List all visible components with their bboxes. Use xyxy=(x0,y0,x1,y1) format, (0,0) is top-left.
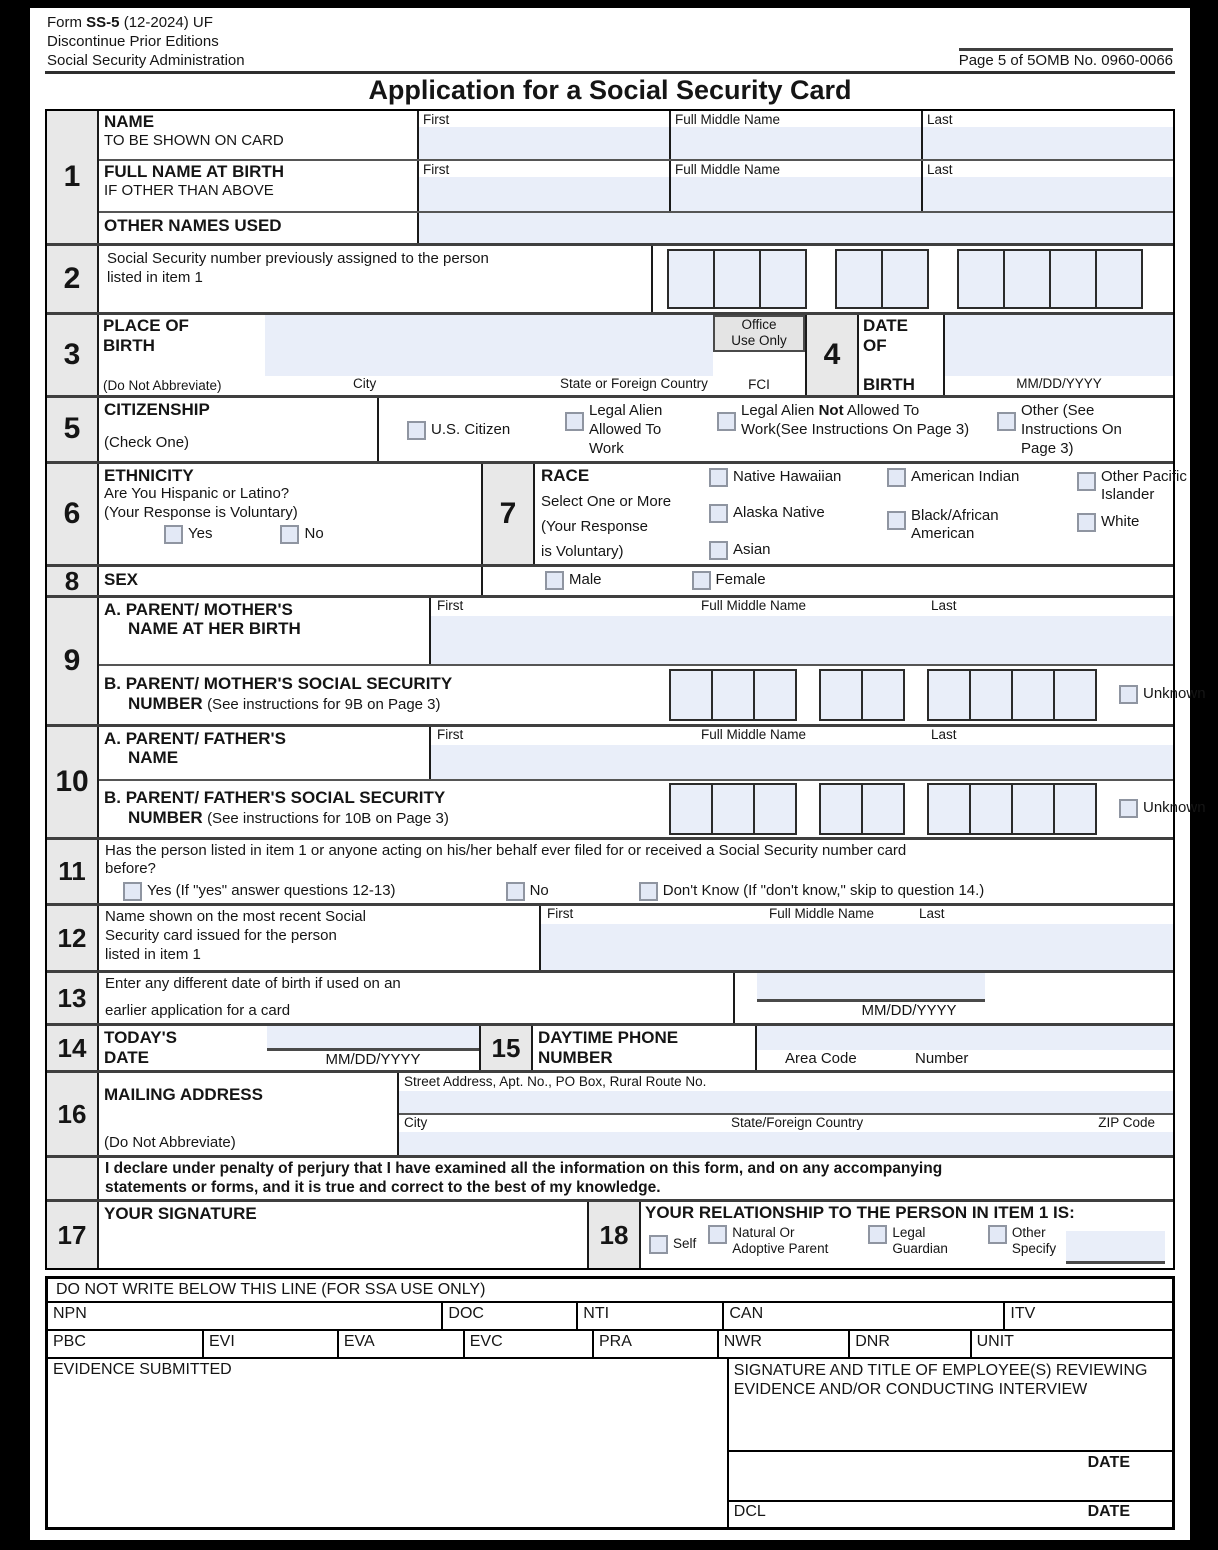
dob-field[interactable] xyxy=(945,315,1173,376)
father-name-field[interactable] xyxy=(431,745,1173,779)
declaration-line-2: statements or forms, and it is true and correct to the best of my knowledge. xyxy=(105,1178,661,1196)
father-ssn-label-1: B. PARENT/ FATHER'S SOCIAL SECURITY xyxy=(104,788,446,808)
mailing-state-label: State/Foreign Country xyxy=(731,1115,864,1130)
rel-self-label: Self xyxy=(673,1236,697,1252)
rel-other-label: Other Specify xyxy=(1011,1224,1057,1256)
employee-date-label: DATE xyxy=(1087,1454,1130,1472)
declaration-line-1: I declare under penalty of perjury that I have examined all the information on this form, and on any accompanying xyxy=(105,1160,943,1177)
ssn-digit-box[interactable] xyxy=(759,251,805,307)
form-page xyxy=(30,8,1206,1540)
citizenship-other-label: Other (See Instructions On Page 3) xyxy=(1021,402,1122,457)
item-17-18 xyxy=(47,1199,1173,1268)
nti-cell[interactable]: NTI xyxy=(576,1303,722,1329)
filed-no-label: No xyxy=(529,882,549,900)
discontinue-note: Discontinue Prior Editions xyxy=(47,32,219,50)
name-label: NAME xyxy=(104,112,155,132)
npn-cell[interactable]: NPN xyxy=(53,1305,87,1323)
dcl-date-label: DATE xyxy=(1087,1503,1130,1521)
ssn-digit-box[interactable] xyxy=(671,671,711,719)
legal-alien-allowed-checkbox[interactable] xyxy=(565,412,584,431)
mother-name-label-1: A. PARENT/ MOTHER'S xyxy=(104,599,293,619)
ethnicity-question: Are You Hispanic or Latino? xyxy=(104,485,290,503)
place-note: (Do Not Abbreviate) xyxy=(103,378,222,394)
agency-name: Social Security Administration xyxy=(47,51,245,69)
mother-name-field[interactable] xyxy=(431,616,1173,664)
mailing-city-label: City xyxy=(404,1115,428,1130)
ssa-use-block xyxy=(45,1276,1175,1530)
item-2-number: 2 xyxy=(47,246,99,312)
item-16 xyxy=(47,1070,1173,1155)
state-country-label: State or Foreign Country xyxy=(560,376,708,392)
ethnicity-no-checkbox[interactable] xyxy=(280,525,299,544)
rel-self-checkbox[interactable] xyxy=(649,1235,668,1254)
different-dob-field[interactable] xyxy=(757,973,985,1002)
ssn-digit-box[interactable] xyxy=(959,251,1003,307)
item-18-number: 18 xyxy=(587,1202,641,1268)
office-use-box xyxy=(713,315,805,351)
city-label: City xyxy=(353,376,377,392)
race-black-label: Black/African American xyxy=(911,506,999,543)
item-16-number: 16 xyxy=(47,1073,99,1155)
name-last-field[interactable] xyxy=(923,127,1173,159)
nwr-cell[interactable]: NWR xyxy=(717,1331,849,1357)
item-12 xyxy=(47,903,1173,970)
birth-name-last-field[interactable] xyxy=(923,177,1173,211)
mother-ssn-note: (See instructions for 9B on Page 3) xyxy=(207,695,441,713)
dob-label-3: BIRTH xyxy=(863,374,915,394)
item-1-number: 1 xyxy=(47,111,99,243)
filed-before-question-2: before? xyxy=(105,860,156,878)
ssn-digit-box[interactable] xyxy=(929,785,969,833)
ssn-digit-box[interactable] xyxy=(1095,251,1141,307)
dcl-label: DCL xyxy=(733,1503,766,1521)
filed-no-checkbox[interactable] xyxy=(506,882,525,901)
form-body xyxy=(45,109,1206,1270)
first-name-label: First xyxy=(423,112,450,128)
form-number-suffix: (12-2024) UF xyxy=(119,14,213,31)
mother-middle-label: Full Middle Name xyxy=(701,597,807,613)
name-sublabel: TO BE SHOWN ON CARD xyxy=(104,131,284,149)
father-ssn-group-3[interactable] xyxy=(669,783,797,835)
recent-card-name-field[interactable] xyxy=(541,924,1173,970)
other-names-label: OTHER NAMES USED xyxy=(104,216,282,236)
filed-dont-know-label: Don't Know (If "don't know," skip to question 14.) xyxy=(662,882,985,900)
ssn-digit-box[interactable] xyxy=(929,671,969,719)
signature-area[interactable] xyxy=(99,1202,587,1268)
omb-number: OMB No. 0960-0066 xyxy=(1035,51,1173,69)
rel-natural-label: Natural Or Adoptive Parent xyxy=(732,1224,829,1256)
race-sub3: is Voluntary) xyxy=(541,542,624,560)
pbc-cell[interactable]: PBC xyxy=(53,1333,86,1351)
place-of-birth-field[interactable] xyxy=(265,315,713,376)
race-sub1: Select One or More xyxy=(541,493,672,511)
race-pacific-islander-checkbox[interactable] xyxy=(1077,472,1096,491)
race-white-checkbox[interactable] xyxy=(1077,513,1096,532)
street-address-field[interactable] xyxy=(399,1091,1173,1113)
dob-label-2: OF xyxy=(863,335,887,355)
birth-last-label: Last xyxy=(927,162,953,178)
ssa-row-2 xyxy=(48,1331,1172,1359)
father-ssn-unknown-label: Unknown xyxy=(1143,799,1206,817)
ssa-row-1 xyxy=(48,1303,1172,1331)
mother-ssn-group-2[interactable] xyxy=(819,669,905,721)
ethnicity-voluntary: (Your Response is Voluntary) xyxy=(104,503,298,521)
ssn-digit-box[interactable] xyxy=(861,785,903,833)
father-ssn-note: (See instructions for 10B on Page 3) xyxy=(207,809,449,827)
mailing-zip-label: ZIP Code xyxy=(1098,1115,1155,1130)
item-13 xyxy=(47,970,1173,1023)
prev-ssn-label-line2: listed in item 1 xyxy=(107,269,203,286)
legal-alien-allowed-label: Legal Alien Allowed To Work xyxy=(589,402,663,457)
ssn-digit-box[interactable] xyxy=(669,251,713,307)
recent-first-label: First xyxy=(547,906,574,921)
filed-before-question-1: Has the person listed in item 1 or anyone acting on his/her behalf ever filed for or received a Social Security number card xyxy=(105,841,907,859)
ssn-digit-box[interactable] xyxy=(713,251,759,307)
form-header xyxy=(45,12,1175,74)
place-of-birth-label-1: PLACE OF xyxy=(103,316,189,336)
sex-male-checkbox[interactable] xyxy=(545,571,564,590)
race-black-checkbox[interactable] xyxy=(887,511,906,530)
legal-alien-not-allowed-label: Legal Alien Not Allowed To Work(See Instructions On Page 3) xyxy=(741,402,970,438)
todays-date-label-2: DATE xyxy=(104,1047,150,1067)
ssn-digit-box[interactable] xyxy=(969,785,1011,833)
item-12-number: 12 xyxy=(47,906,99,970)
mother-ssn-label-1: B. PARENT/ MOTHER'S SOCIAL SECURITY xyxy=(104,674,453,694)
item-5 xyxy=(47,395,1173,460)
mother-ssn-group-3[interactable] xyxy=(669,669,797,721)
different-dob-label-1: Enter any different date of birth if used on an xyxy=(105,975,401,992)
race-asian-checkbox[interactable] xyxy=(709,541,728,560)
race-alaska-native-checkbox[interactable] xyxy=(709,504,728,523)
different-dob-format: MM/DD/YYYY xyxy=(861,1002,957,1019)
filed-dont-know-checkbox[interactable] xyxy=(639,882,658,901)
mailing-note: (Do Not Abbreviate) xyxy=(104,1134,236,1152)
ethnicity-no-label: No xyxy=(304,524,324,542)
recent-middle-label: Full Middle Name xyxy=(769,906,875,921)
ethnicity-yes-checkbox[interactable] xyxy=(164,525,183,544)
item-5-number: 5 xyxy=(47,398,99,460)
dob-label-1: DATE xyxy=(863,316,909,336)
recent-last-label: Last xyxy=(919,906,945,921)
your-signature-label: YOUR SIGNATURE xyxy=(104,1204,257,1224)
father-last-label: Last xyxy=(931,726,957,742)
race-label: RACE xyxy=(541,465,590,485)
recent-card-name-label-1: Name shown on the most recent Social xyxy=(105,908,366,925)
declaration-row xyxy=(47,1155,1173,1199)
recent-card-name-label-2: Security card issued for the person xyxy=(105,926,337,944)
birth-name-first-field[interactable] xyxy=(419,177,669,211)
evidence-submitted-cell[interactable] xyxy=(48,1359,727,1527)
item-10 xyxy=(47,724,1206,837)
item-3-4 xyxy=(47,312,1173,395)
race-pacific-islander-label: Other Pacific Islander xyxy=(1101,467,1187,504)
rel-other-specify-field[interactable] xyxy=(1066,1231,1165,1264)
sex-male-label: Male xyxy=(569,571,602,589)
sex-label: SEX xyxy=(99,567,483,595)
ssn-digit-box[interactable] xyxy=(821,671,861,719)
phone-number-label: Number xyxy=(915,1050,969,1067)
item-1 xyxy=(47,111,1173,243)
filed-yes-label: Yes (If "yes" answer questions 12-13) xyxy=(147,882,396,900)
father-name-label-2: NAME xyxy=(128,748,179,768)
birth-name-label: FULL NAME AT BIRTH xyxy=(104,162,285,182)
rel-other-checkbox[interactable] xyxy=(988,1225,1007,1244)
unit-cell[interactable]: UNIT xyxy=(970,1331,1172,1357)
race-american-indian-label: American Indian xyxy=(911,467,1020,485)
ssn-digit-box[interactable] xyxy=(711,785,753,833)
citizenship-sublabel: (Check One) xyxy=(104,433,190,451)
birth-name-sublabel: IF OTHER THAN ABOVE xyxy=(104,181,274,199)
dob-format-label: MM/DD/YYYY xyxy=(1016,376,1102,392)
different-dob-label-2: earlier application for a card xyxy=(105,1001,291,1019)
rel-legal-label: Legal Guardian xyxy=(892,1224,948,1256)
rel-legal-checkbox[interactable] xyxy=(868,1225,887,1244)
ssn-digit-box[interactable] xyxy=(1053,785,1095,833)
dnr-cell[interactable]: DNR xyxy=(848,1331,969,1357)
page-omb-block xyxy=(959,48,1173,71)
item-13-number: 13 xyxy=(47,973,99,1023)
father-first-label: First xyxy=(437,726,464,742)
birth-middle-label: Full Middle Name xyxy=(675,162,781,178)
prev-ssn-group-2[interactable] xyxy=(835,249,929,309)
item-14-15 xyxy=(47,1023,1173,1070)
doc-cell[interactable]: DOC xyxy=(441,1303,576,1329)
item-11-number: 11 xyxy=(47,840,99,904)
race-white-label: White xyxy=(1101,513,1140,531)
todays-date-format: MM/DD/YYYY xyxy=(325,1051,421,1068)
father-ssn-group-4[interactable] xyxy=(927,783,1097,835)
item-11 xyxy=(47,837,1173,904)
mailing-city-state-zip-field[interactable] xyxy=(399,1132,1173,1155)
father-ssn-unknown-checkbox[interactable] xyxy=(1119,799,1138,818)
ssn-digit-box[interactable] xyxy=(881,251,927,307)
us-citizen-checkbox[interactable] xyxy=(407,421,426,440)
mother-name-label-2: NAME AT HER BIRTH xyxy=(128,619,301,639)
ssn-digit-box[interactable] xyxy=(969,671,1011,719)
citizenship-other-checkbox[interactable] xyxy=(997,412,1016,431)
father-ssn-label-2: NUMBER xyxy=(128,807,203,827)
father-ssn-group-2[interactable] xyxy=(819,783,905,835)
mother-ssn-label-2: NUMBER xyxy=(128,693,203,713)
ethnicity-yes-label: Yes xyxy=(188,524,213,542)
ssn-digit-box[interactable] xyxy=(753,785,795,833)
item-17-number: 17 xyxy=(47,1202,99,1268)
item-14-number: 14 xyxy=(47,1026,99,1070)
area-code-label: Area Code xyxy=(785,1050,857,1067)
prev-ssn-group-3[interactable] xyxy=(667,249,807,309)
ssn-digit-box[interactable] xyxy=(1011,671,1053,719)
recent-card-name-label-3: listed in item 1 xyxy=(105,945,201,963)
eva-cell[interactable]: EVA xyxy=(337,1331,463,1357)
ssn-digit-box[interactable] xyxy=(837,251,881,307)
prev-ssn-group-4[interactable] xyxy=(957,249,1143,309)
ssn-digit-box[interactable] xyxy=(1003,251,1049,307)
todays-date-field[interactable] xyxy=(267,1026,479,1051)
declaration-stub xyxy=(47,1158,99,1199)
mother-ssn-group-4[interactable] xyxy=(927,669,1097,721)
ssn-digit-box[interactable] xyxy=(711,671,753,719)
employee-signature-cell[interactable] xyxy=(729,1359,1172,1450)
legal-alien-not-allowed-checkbox[interactable] xyxy=(717,412,736,431)
birth-first-label: First xyxy=(423,162,450,178)
father-name-label-1: A. PARENT/ FATHER'S xyxy=(104,728,286,748)
itv-cell[interactable]: ITV xyxy=(1003,1303,1172,1329)
last-name-label: Last xyxy=(927,112,953,128)
evc-cell[interactable]: EVC xyxy=(463,1331,592,1357)
phone-label-2: NUMBER xyxy=(538,1047,613,1067)
rel-natural-checkbox[interactable] xyxy=(708,1225,727,1244)
item-6-number: 6 xyxy=(47,464,99,564)
office-use-line2: Use Only xyxy=(731,333,787,349)
name-middle-field[interactable] xyxy=(671,127,921,159)
prev-ssn-label-line1: Social Security number previously assigned to the person xyxy=(107,250,489,268)
employee-date-cell[interactable] xyxy=(729,1450,1172,1500)
mother-first-label: First xyxy=(437,597,464,613)
ethnicity-label: ETHNICITY xyxy=(104,465,194,485)
race-american-indian-checkbox[interactable] xyxy=(887,468,906,487)
mother-last-label: Last xyxy=(931,597,957,613)
citizenship-label: CITIZENSHIP xyxy=(104,400,210,420)
middle-name-label: Full Middle Name xyxy=(675,112,781,128)
ssn-digit-box[interactable] xyxy=(821,785,861,833)
item-2 xyxy=(47,243,1173,312)
ssn-digit-box[interactable] xyxy=(1049,251,1095,307)
can-cell[interactable]: CAN xyxy=(722,1303,1003,1329)
item-4-number: 4 xyxy=(805,315,859,395)
fci-label: FCI xyxy=(748,377,770,393)
phone-label-1: DAYTIME PHONE xyxy=(538,1028,679,1047)
item-6-7 xyxy=(47,461,1187,564)
employee-signature-label: SIGNATURE AND TITLE OF EMPLOYEE(S) REVIEWING EVIDENCE AND/OR CONDUCTING INTERVIEW xyxy=(733,1362,1148,1399)
page-number: Page 5 of 5 xyxy=(958,51,1036,69)
race-native-hawaiian-checkbox[interactable] xyxy=(709,468,728,487)
race-alaska-native-label: Alaska Native xyxy=(733,504,825,522)
filed-yes-checkbox[interactable] xyxy=(123,882,142,901)
mother-ssn-unknown-checkbox[interactable] xyxy=(1119,685,1138,704)
birth-name-middle-field[interactable] xyxy=(671,177,921,211)
item-8-number: 8 xyxy=(47,567,99,595)
item-10-number: 10 xyxy=(47,727,99,837)
place-of-birth-label-2: BIRTH xyxy=(103,335,155,355)
ssn-digit-box[interactable] xyxy=(753,671,795,719)
sex-female-checkbox[interactable] xyxy=(692,571,711,590)
form-number: SS-5 xyxy=(86,14,120,31)
other-names-field[interactable] xyxy=(417,213,1173,243)
phone-field[interactable] xyxy=(757,1026,1173,1050)
ssn-digit-box[interactable] xyxy=(1053,671,1095,719)
form-id-block xyxy=(47,14,245,70)
form-number-prefix: Form xyxy=(47,14,87,31)
ssn-digit-box[interactable] xyxy=(671,785,711,833)
item-7-number: 7 xyxy=(481,464,535,564)
street-address-label: Street Address, Apt. No., PO Box, Rural Route No. xyxy=(404,1074,707,1089)
relationship-label: YOUR RELATIONSHIP TO THE PERSON IN ITEM 1 IS: xyxy=(645,1203,1075,1223)
item-15-number: 15 xyxy=(479,1026,533,1070)
mother-ssn-unknown-label: Unknown xyxy=(1143,685,1206,703)
item-9-number: 9 xyxy=(47,598,99,724)
item-8 xyxy=(47,564,1173,595)
name-first-field[interactable] xyxy=(419,127,669,159)
race-native-hawaiian-label: Native Hawaiian xyxy=(733,467,842,485)
pra-cell[interactable]: PRA xyxy=(592,1331,717,1357)
item-9 xyxy=(47,595,1206,724)
evi-cell[interactable]: EVI xyxy=(202,1331,337,1357)
form-title: Application for a Social Security Card xyxy=(368,75,852,106)
mailing-address-label: MAILING ADDRESS xyxy=(104,1085,263,1104)
item-3-number: 3 xyxy=(47,315,99,395)
sex-female-label: Female xyxy=(715,571,766,589)
ssn-digit-box[interactable] xyxy=(861,671,903,719)
ssa-use-title: DO NOT WRITE BELOW THIS LINE (FOR SSA USE ONLY) xyxy=(48,1279,1172,1303)
race-asian-label: Asian xyxy=(733,540,771,558)
father-middle-label: Full Middle Name xyxy=(701,726,807,742)
ssn-digit-box[interactable] xyxy=(1011,785,1053,833)
todays-date-label-1: TODAY'S xyxy=(104,1028,178,1047)
evidence-submitted-label: EVIDENCE SUBMITTED xyxy=(53,1361,232,1379)
office-use-line1: Office xyxy=(741,317,777,333)
race-sub2: (Your Response xyxy=(541,517,649,535)
us-citizen-label: U.S. Citizen xyxy=(431,421,511,438)
